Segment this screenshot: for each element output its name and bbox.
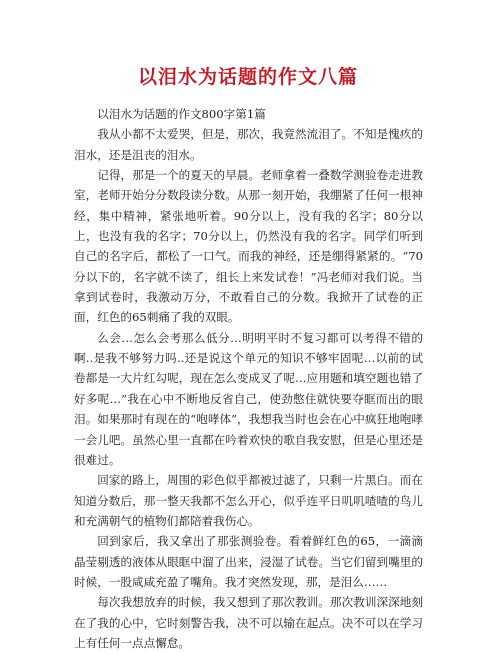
paragraph: 么会…怎么会考那么低分…明明平时不复习都可以考得不错的啊..是我不够努力吗..还是说这个单元的知识不够牢固呢…以前的试卷都是一大片红勾呢，现在怎么变成叉了呢…应用题和填空题也错了好多呢…”我在心中不断地反省自己，使劲憋住就快要夺眶而出的眼泪。如果那时有现在的“咆哮体”，我想我当时也会在心中疯狂地咆哮一会儿吧。虽然心里一直都在吟着欢快的歌自我安慰，但是心里还是很难过。 (74, 330, 423, 467)
paragraph: 每次我想放弃的时候，我又想到了那次教训。那次教训深深地刻在了我的心中，它时刻警告我，决不可以输在起点。决不可以在学习上有任何一点点懈怠。 (74, 595, 423, 650)
document-title: 以泪水为话题的作文八篇 (137, 66, 358, 88)
paragraph: 我从小都不太爱哭，但是，那次，我竟然流泪了。不知是愧疚的泪水，还是沮丧的泪水。 (74, 127, 423, 162)
paragraph: 回家的路上，周围的彩色似乎都被过滤了，只剩一片黑白。而在知道分数后，那一整天我都不怎么开心，似乎连平日叽叽喳喳的鸟儿和充满朝气的植物们都陪着我伤心。 (74, 473, 423, 528)
paragraph: 记得，那是一个的夏天的早晨。老师拿着一叠数学测验卷走进教室，老师开始分分数段读分数。从那一刻开始，我绷紧了任何一根神经，集中精神，紧张地听着。90分以上，没有我的名字；80分以上，也没有我的名字；70分以上，仍然没有我的名字。同学们听到自己的名字后，都松了一口气。而我的神经，还是绷得紧紧的。“70分以下的，名字就不读了，组长上来发试卷！”冯老师对我们说。当拿到试卷时，我激动万分，不敢看自己的分数。我掀开了试卷的正面，红色的65刺痛了我的双眼。 (74, 168, 423, 325)
article-subtitle: 以泪水为话题的作文800字第1篇 (97, 107, 266, 121)
paragraph: 回到家后，我又拿出了那张测验卷。看着鲜红色的65，一滴滴晶莹剔透的液体从眼眶中溜了出来，浸湿了试卷。当它们留到嘴里的时候，一股咸咸充盈了嘴角。我才突然发现，那，是泪么…… (74, 534, 423, 589)
article-body (74, 104, 423, 653)
